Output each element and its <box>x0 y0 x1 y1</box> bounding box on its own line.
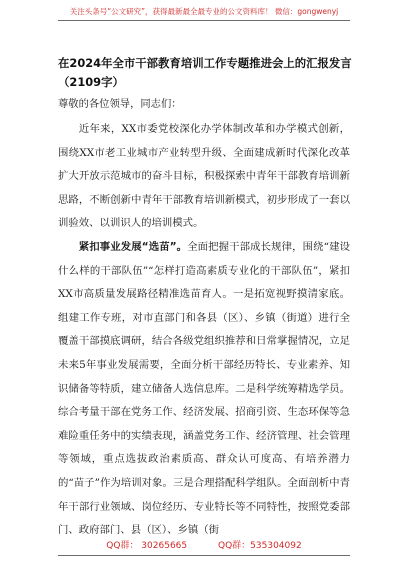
footer-qq-group-1: QQ群： 30265665 <box>106 541 188 551</box>
footer-divider <box>58 555 350 556</box>
document-title: 在2024年全市干部教育培训工作专题推进会上的汇报发言 <box>58 56 352 70</box>
section-heading: 紧扣事业发展“选苗”。 <box>78 240 188 253</box>
section-body: 全面把握干部成长规律，围绕“建设什么样的干部队伍”“怎样打造高素质专业化的干部队伍”，紧扣XX市高质量发展路径精准选苗育人。一是拓宽视野摸清家底。组建工作专班，对市直部门和各县（区）、乡镇（街道）进行全覆盖干部摸底调研，结合各级党组织推荐和日常掌握情况，立足未来5年事业发展需要，全面分析干部经历特长、专业素养、知识储备等特质，建立储备人选信息库。二是科学统筹精选学员。综合考量干部在党务工作、经济发展、招商引资、生态环保等急难险重任务中的实绩表现，涵盖党务工作、经济管理、社会管理等领域，重点选拔政治素质高、群众认可度高、有培养潜力的“苗子”作为培训对象。三是合理搭配科学组队。全面剖析中青年干部行业领域、岗位经历、专业特长等不同特性，按照党委部门、政府部门、县（区）、乡镇（街 <box>58 240 350 537</box>
header-divider <box>58 20 350 21</box>
header-note: 关注头条号“公文研究”，获得最新最全最专业的公文资料库！ 微信：gongwenyj <box>69 7 339 16</box>
paragraph-intro: 近年来，XX市委党校深化办学体制改革和办学模式创新，围绕XX市老工业城市产业转型升级、全面建成新时代深化改革扩大开放示范城市的奋斗目标，积极探索中青年干部教育培训新思路，不断创新中青年干部教育培训新模式，初步形成了一套以训验效、以训识人的培训模式。 <box>58 123 350 230</box>
footer-contacts <box>0 538 408 551</box>
document-body <box>58 54 350 543</box>
paragraph-section-1 <box>58 236 350 543</box>
footer-qq-group-2: QQ群：535304092 <box>218 541 302 551</box>
word-count: （2109字） <box>58 75 124 89</box>
greeting: 尊敬的各位领导，同志们： <box>58 98 182 110</box>
